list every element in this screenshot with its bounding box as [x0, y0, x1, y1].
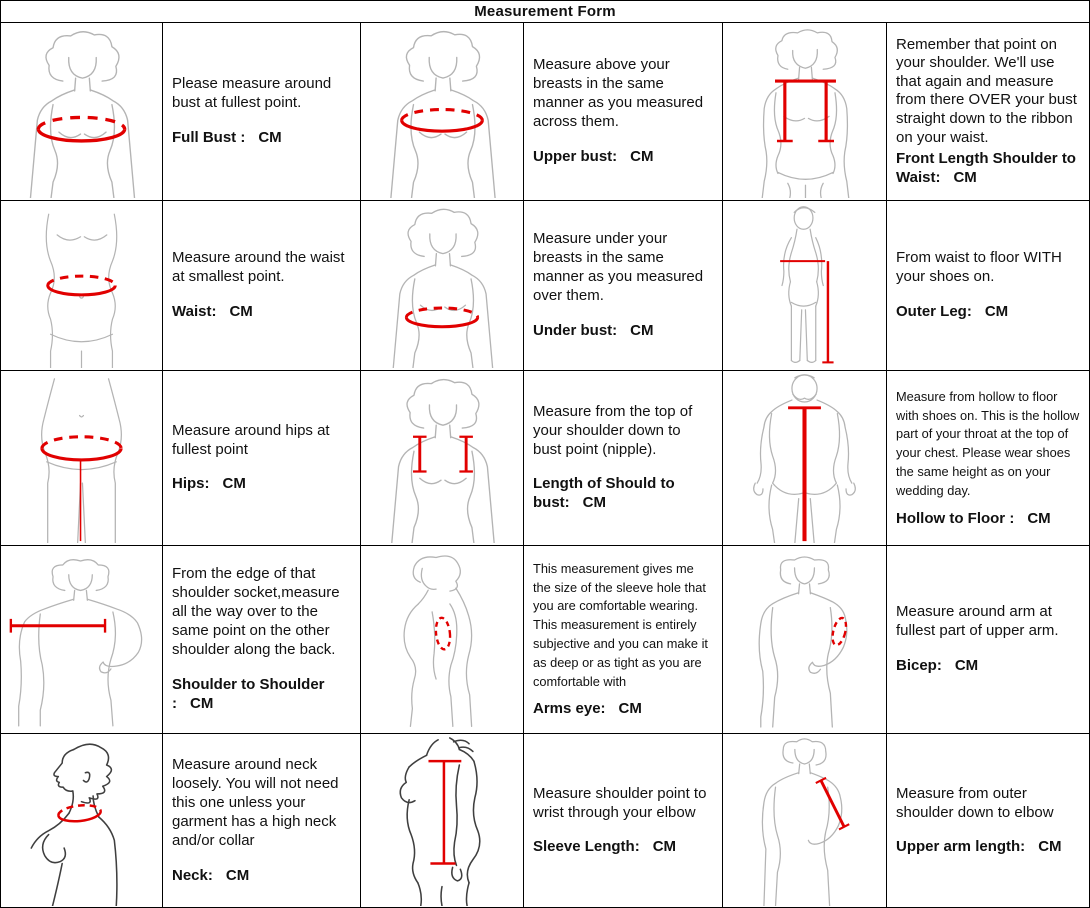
upper-arm-label: Upper arm length:	[896, 838, 1026, 856]
hollow-to-floor-figure-cell	[723, 371, 887, 546]
waist-label-row	[172, 303, 351, 322]
page-title: Measurement Form	[1, 1, 1089, 23]
woman-front-under-bust-figure	[363, 203, 521, 368]
hollow-to-floor-text-cell	[887, 371, 1089, 546]
neck-unit: CM	[225, 866, 250, 884]
upper-arm-measure-line	[816, 778, 849, 830]
arms-eye-figure-cell	[361, 546, 524, 734]
under-bust-figure-cell	[361, 201, 524, 371]
torso-front-waist-figure	[3, 203, 160, 368]
hollow-to-floor-measure-line	[788, 408, 821, 541]
lower-torso-hips-figure	[3, 373, 160, 543]
front-length-unit: CM	[953, 168, 977, 186]
hips-label: Hips:	[172, 475, 210, 493]
full-bust-description: Please measure around bust at fullest point.	[172, 75, 332, 112]
outer-leg-label: Outer Leg:	[896, 302, 972, 320]
upper-arm-unit: CM	[1038, 838, 1062, 856]
shoulder-to-bust-label: Length of Should to bust:	[533, 475, 675, 512]
shoulder-to-shoulder-figure-cell	[1, 546, 163, 734]
upper-bust-description: Measure above your breasts in the same manner as you measured across them.	[533, 56, 704, 130]
hips-label-row	[172, 475, 351, 494]
neck-text-cell	[163, 734, 361, 908]
waist-unit: CM	[229, 302, 253, 320]
upper-arm-figure-cell	[723, 734, 887, 908]
upper-bust-text-cell	[524, 23, 723, 201]
front-length-text-cell	[887, 23, 1089, 201]
outer-leg-label-row	[896, 303, 1080, 322]
bicep-text-cell	[887, 546, 1089, 734]
hips-description: Measure around hips at fullest point	[172, 421, 330, 458]
woman-front-shoulder-to-waist-figure	[725, 25, 884, 198]
upper-bust-label-row	[533, 148, 713, 167]
arms-eye-label: Arms eye:	[533, 700, 606, 718]
shoulder-to-shoulder-label-row	[172, 676, 351, 714]
neck-label: Neck:	[172, 866, 213, 884]
neck-figure-cell	[1, 734, 163, 908]
shoulder-to-bust-label-row	[533, 475, 713, 513]
neck-description: Measure around neck loosely. You will not need this one unless your garment has a high neck and/or collar	[172, 756, 339, 849]
front-length-measure-lines	[775, 81, 836, 141]
hips-unit: CM	[222, 475, 246, 493]
measurement-grid	[1, 23, 1089, 908]
upper-bust-figure-cell	[361, 23, 524, 201]
outer-leg-figure-cell	[723, 201, 887, 371]
hollow-to-floor-label: Hollow to Floor :	[896, 509, 1015, 527]
upper-arm-text-cell	[887, 734, 1089, 908]
bicep-label-row	[896, 657, 1080, 676]
outer-leg-description: From waist to floor WITH your shoes on.	[896, 249, 1062, 286]
full-bust-label: Full Bust :	[172, 128, 246, 146]
arms-eye-description: This measurement gives me the size of the sleeve hole that you are comfortable wearing. This measurement is entirely subjective and you can make it as deep or as tight as you are comfortable with	[533, 560, 708, 689]
waist-description: Measure around the waist at smallest point.	[172, 249, 345, 286]
bicep-label: Bicep:	[896, 656, 942, 674]
woman-front-upper-bust-figure	[363, 25, 521, 198]
waist-measure-ellipse	[48, 276, 116, 295]
under-bust-measure-ellipse	[406, 308, 477, 327]
side-figure-arms-eye	[363, 548, 521, 731]
waist-figure-cell	[1, 201, 163, 371]
bicep-unit: CM	[954, 656, 979, 674]
shoulder-to-shoulder-label: Shoulder to Shoulder :	[172, 675, 325, 712]
under-bust-label: Under bust:	[533, 321, 618, 339]
waist-label: Waist:	[172, 302, 217, 320]
sleeve-length-text-cell	[524, 734, 723, 908]
hollow-to-floor-unit: CM	[1027, 509, 1051, 527]
standing-figure-outer-leg	[725, 203, 884, 368]
upper-bust-measure-ellipse	[402, 110, 483, 132]
arms-eye-label-row	[533, 700, 713, 719]
sleeve-length-unit: CM	[652, 838, 677, 856]
front-length-description: Remember that point on your shoulder. We'll use that again and measure from there OVER your bust straight down to the ribbon on your waist.	[896, 35, 1077, 146]
bicep-description: Measure around arm at fullest part of upper arm.	[896, 603, 1059, 640]
upper-bust-unit: CM	[630, 147, 654, 165]
arms-eye-measure-ellipse	[434, 617, 451, 650]
shoulder-to-shoulder-text-cell	[163, 546, 361, 734]
under-bust-description: Measure under your breasts in the same manner as you measured over them.	[533, 230, 704, 304]
bicep-figure-cell	[723, 546, 887, 734]
shoulder-to-bust-unit: CM	[582, 494, 606, 512]
neck-measure-ellipse	[58, 803, 102, 823]
shoulder-to-bust-figure-cell	[361, 371, 524, 546]
front-length-figure-cell	[723, 23, 887, 201]
shoulder-to-bust-text-cell	[524, 371, 723, 546]
full-bust-unit: CM	[258, 128, 282, 146]
hips-figure-cell	[1, 371, 163, 546]
back-sketch-sleeve-length	[363, 736, 521, 906]
hollow-to-floor-label-row	[896, 510, 1080, 529]
outer-leg-text-cell	[887, 201, 1089, 371]
outer-leg-unit: CM	[984, 302, 1009, 320]
sleeve-length-label-row	[533, 838, 713, 857]
full-bust-figure-cell	[1, 23, 163, 201]
upper-arm-label-row	[896, 838, 1080, 857]
woman-front-shoulder-to-bust-figure	[363, 373, 521, 543]
waist-text-cell	[163, 201, 361, 371]
figure-bicep	[725, 548, 884, 731]
sleeve-length-label: Sleeve Length:	[533, 838, 640, 856]
shoulder-to-shoulder-description: From the edge of that shoulder socket,measure all the way over to the same point on the other shoulder along the back.	[172, 565, 340, 658]
under-bust-text-cell	[524, 201, 723, 371]
sleeve-length-figure-cell	[361, 734, 524, 908]
front-length-label: Front Length Shoulder to Waist:	[896, 150, 1076, 186]
shoulder-to-bust-description: Measure from the top of your shoulder down to bust point (nipple).	[533, 402, 693, 458]
hips-text-cell	[163, 371, 361, 546]
neck-label-row	[172, 867, 351, 886]
under-bust-label-row	[533, 322, 713, 341]
figure-upper-arm	[725, 736, 884, 906]
back-figure-hollow-to-floor	[725, 373, 884, 543]
arms-eye-text-cell	[524, 546, 723, 734]
woman-front-full-bust-figure	[3, 25, 160, 198]
hollow-to-floor-description: Measure from hollow to floor with shoes on. This is the hollow part of your throat at the top of your chest. Please wear shoes the same height as on your wedding day.	[896, 388, 1080, 498]
shoulder-to-shoulder-unit: CM	[190, 694, 214, 712]
arms-eye-unit: CM	[618, 700, 642, 718]
profile-sketch-neck	[3, 736, 160, 906]
figure-shoulder-to-shoulder	[3, 548, 160, 731]
hips-measure-ellipse	[42, 437, 121, 541]
under-bust-unit: CM	[630, 321, 654, 339]
upper-bust-label: Upper bust:	[533, 147, 618, 165]
upper-arm-description: Measure from outer shoulder down to elbow	[896, 784, 1054, 821]
sleeve-length-description: Measure shoulder point to wrist through your elbow	[533, 784, 707, 821]
front-length-label-row	[896, 150, 1080, 187]
full-bust-label-row	[172, 129, 351, 148]
full-bust-text-cell	[163, 23, 361, 201]
